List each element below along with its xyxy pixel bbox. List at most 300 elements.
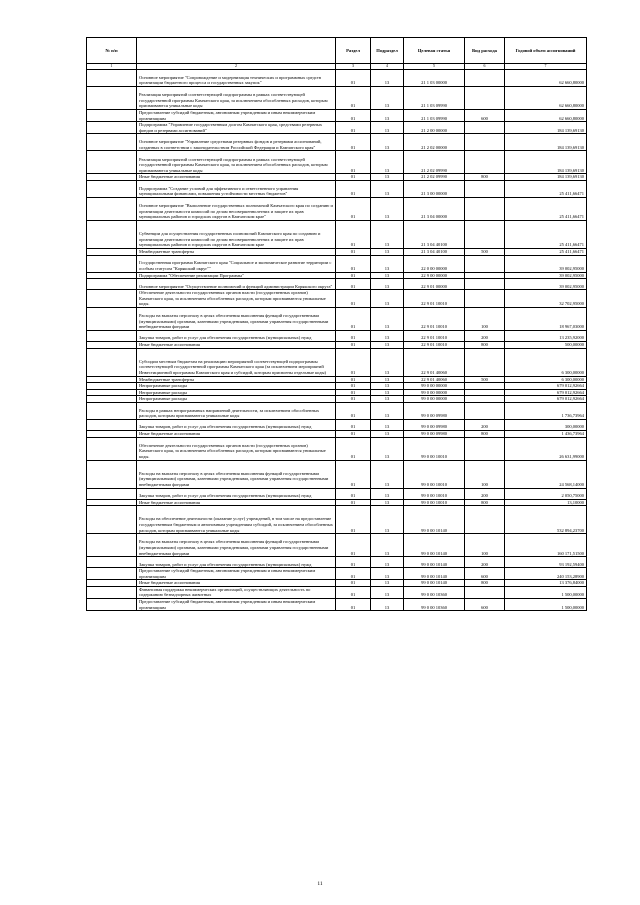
row-target-article: 22 9 01 10010	[404, 330, 465, 341]
row-razdel: 01	[336, 506, 371, 534]
row-podrazdel: 13	[371, 134, 404, 151]
row-num	[87, 290, 137, 308]
row-target-article: 99 0 00 00000	[404, 396, 465, 403]
table-row	[87, 70, 587, 87]
row-num	[87, 396, 137, 403]
row-razdel: 01	[336, 580, 371, 587]
row-podrazdel: 13	[371, 389, 404, 396]
table-row	[87, 290, 587, 308]
table-row	[87, 348, 587, 376]
row-name: Иные бюджетные ассигнования	[137, 580, 336, 587]
row-razdel: 01	[336, 488, 371, 499]
row-razdel: 01	[336, 151, 371, 174]
row-name: Расходы в рамках непрограммных направлений деятельности, за исключением обособленных расходов, которым присваиваются уникальные коды	[137, 402, 336, 419]
row-name: Подпрограмма "Управление государственным долгом Камчатского края, средствами резервных фондов и резервами ассигнований"	[137, 122, 336, 134]
row-razdel: 01	[336, 430, 371, 437]
row-amount: 184 139,69130	[505, 151, 587, 174]
row-expense-type: 200	[465, 330, 505, 341]
row-podrazdel: 13	[371, 506, 404, 534]
header-expense-type: Вид расхода	[465, 38, 505, 64]
row-num	[87, 557, 137, 568]
column-index: 3	[336, 64, 371, 70]
row-name: Субсидии местным бюджетам на реализацию мероприятий соответствующей подпрограммы соответствующей государственной программы Камчатского края (за исключением мероприятий Инвестиционной программы Камчатского края и субсидий, которым присвоены отдельные коды)	[137, 348, 336, 376]
row-target-article: 22 9 01 00000	[404, 279, 465, 290]
row-podrazdel: 13	[371, 197, 404, 220]
row-target-article: 99 0 00 10010	[404, 488, 465, 499]
row-target-article: 21 2 02 00000	[404, 134, 465, 151]
row-name: Государственная программа Камчатского края "Социальное и экономическое развитие территории с особым статусом "Корякский округ""	[137, 255, 336, 272]
row-razdel: 01	[336, 599, 371, 611]
row-razdel: 01	[336, 568, 371, 580]
row-amount: 13,10000	[505, 499, 587, 506]
table-row	[87, 568, 587, 580]
table-row	[87, 580, 587, 587]
row-podrazdel: 13	[371, 110, 404, 122]
row-amount: 500,00000	[505, 341, 587, 348]
row-expense-type: 100	[465, 460, 505, 488]
row-num	[87, 376, 137, 383]
row-target-article: 22 9 00 00000	[404, 272, 465, 279]
row-expense-type	[465, 197, 505, 220]
table-row	[87, 330, 587, 341]
row-target-article: 99 0 00 10140	[404, 534, 465, 557]
table-row	[87, 488, 587, 499]
row-name: Непрограммные расходы	[137, 389, 336, 396]
table-row	[87, 419, 587, 430]
row-num	[87, 506, 137, 534]
row-target-article: 21 3 04 40100	[404, 248, 465, 255]
row-amount: 13 235,92000	[505, 330, 587, 341]
row-expense-type	[465, 255, 505, 272]
row-razdel: 01	[336, 376, 371, 383]
row-expense-type: 200	[465, 557, 505, 568]
row-target-article: 22 9 01 10010	[404, 307, 465, 330]
row-razdel: 01	[336, 499, 371, 506]
row-target-article: 22 9 01 10010	[404, 341, 465, 348]
row-target-article: 99 0 00 09980	[404, 430, 465, 437]
row-target-article: 21 3 00 00000	[404, 180, 465, 197]
row-expense-type: 200	[465, 488, 505, 499]
table-row	[87, 586, 587, 598]
row-podrazdel: 13	[371, 220, 404, 248]
row-amount: 25 411,66471	[505, 197, 587, 220]
table-row	[87, 180, 587, 197]
row-amount: 679 012,92664	[505, 383, 587, 390]
row-num	[87, 499, 137, 506]
row-podrazdel: 13	[371, 272, 404, 279]
row-amount: 1 736,73964	[505, 402, 587, 419]
column-index: 5	[404, 64, 465, 70]
row-podrazdel: 13	[371, 180, 404, 197]
row-num	[87, 255, 137, 272]
row-expense-type	[465, 506, 505, 534]
row-num	[87, 383, 137, 390]
row-expense-type	[465, 220, 505, 248]
row-target-article: 99 0 00 10010	[404, 460, 465, 488]
row-target-article: 99 0 00 09980	[404, 419, 465, 430]
row-amount: 25 411,66471	[505, 180, 587, 197]
row-num	[87, 330, 137, 341]
row-name: Основное мероприятие "Сопровождение и модернизация технических и программных средств организации бюджетного процесса и государственных закупок"	[137, 70, 336, 87]
row-target-article: 22 9 01 40060	[404, 348, 465, 376]
table-row	[87, 430, 587, 437]
row-expense-type	[465, 279, 505, 290]
row-name: Непрограммные расходы	[137, 383, 336, 390]
row-razdel: 01	[336, 70, 371, 87]
row-expense-type: 600	[465, 110, 505, 122]
row-target-article: 99 0 00 10140	[404, 506, 465, 534]
row-amount: 300,00000	[505, 419, 587, 430]
row-podrazdel: 13	[371, 87, 404, 110]
row-expense-type	[465, 586, 505, 598]
row-target-article: 21 2 02 09990	[404, 151, 465, 174]
row-expense-type	[465, 437, 505, 460]
row-name: Межбюджетные трансферты	[137, 248, 336, 255]
table-row	[87, 599, 587, 611]
row-expense-type	[465, 134, 505, 151]
row-razdel: 01	[336, 437, 371, 460]
row-name: Подпрограмма "Создание условий для эффективного и ответственного управления муниципальными финансами, повышения устойчивости местных бюджетов"	[137, 180, 336, 197]
row-name: Расходы на выплаты персоналу в целях обеспечения выполнения функций государственными (муниципальными) органами, казенными учреждениями, органами управления государственными внебюджетными фондами	[137, 307, 336, 330]
row-razdel: 01	[336, 330, 371, 341]
row-name: Финансовая поддержка некоммерческих организаций, осуществляющих деятельность по содержанию безнадзорных животных	[137, 586, 336, 598]
table-row	[87, 197, 587, 220]
row-podrazdel: 13	[371, 419, 404, 430]
row-name: Субвенции для осуществления государственных полномочий Камчатского края по созданию и организации деятельности комиссий по делам несовершеннолетних и защите их прав муниципальных районов и городских округов в Камчатском крае	[137, 220, 336, 248]
row-amount: 24 568,14000	[505, 460, 587, 488]
row-podrazdel: 13	[371, 290, 404, 308]
table-row	[87, 376, 587, 383]
row-target-article: 21 3 04 00000	[404, 197, 465, 220]
table-row	[87, 307, 587, 330]
row-name: Иные бюджетные ассигнования	[137, 174, 336, 181]
table-row	[87, 506, 587, 534]
row-num	[87, 174, 137, 181]
row-razdel: 01	[336, 389, 371, 396]
row-name: Предоставление субсидий бюджетным, автономным учреждениям и иным некоммерческим организациям	[137, 110, 336, 122]
row-target-article: 22 9 01 10010	[404, 290, 465, 308]
row-expense-type: 800	[465, 174, 505, 181]
row-razdel: 01	[336, 383, 371, 390]
row-num	[87, 341, 137, 348]
row-amount: 62 660,80000	[505, 110, 587, 122]
row-podrazdel: 13	[371, 174, 404, 181]
row-name: Расходы на выплаты персоналу в целях обеспечения выполнения функций государственными (муниципальными) органами, казенными учреждениями, органами управления государственными внебюджетными фондами	[137, 534, 336, 557]
row-amount: 1 436,73964	[505, 430, 587, 437]
row-amount: 39 002,95000	[505, 255, 587, 272]
row-razdel: 01	[336, 180, 371, 197]
table-row	[87, 383, 587, 390]
table-row	[87, 534, 587, 557]
row-podrazdel: 13	[371, 534, 404, 557]
row-amount: 39 002,95000	[505, 279, 587, 290]
row-podrazdel: 13	[371, 376, 404, 383]
row-num	[87, 534, 137, 557]
row-podrazdel: 13	[371, 430, 404, 437]
row-name: Обеспечение деятельности государственных органов власти (государственных органов) Камчатского края, за исключением обособленных расходов, которым присваиваются уникальные коды.	[137, 437, 336, 460]
table-row	[87, 134, 587, 151]
row-amount: 32 702,95000	[505, 290, 587, 308]
row-name: Подпрограмма "Обеспечение реализации Программы"	[137, 272, 336, 279]
row-expense-type	[465, 396, 505, 403]
row-num	[87, 248, 137, 255]
row-name: Обеспечение деятельности государственных органов власти (государственных органов) Камчатского края, за исключением обособленных расходов, которым присваиваются уникальные коды.	[137, 290, 336, 308]
row-expense-type	[465, 70, 505, 87]
table-row	[87, 499, 587, 506]
row-num	[87, 87, 137, 110]
column-index: 4	[371, 64, 404, 70]
row-num	[87, 430, 137, 437]
row-expense-type	[465, 122, 505, 134]
table-row	[87, 87, 587, 110]
row-razdel: 01	[336, 460, 371, 488]
table-row	[87, 402, 587, 419]
row-num	[87, 460, 137, 488]
row-podrazdel: 13	[371, 586, 404, 598]
row-podrazdel: 13	[371, 330, 404, 341]
table-row	[87, 110, 587, 122]
row-num	[87, 307, 137, 330]
row-expense-type	[465, 383, 505, 390]
row-podrazdel: 13	[371, 255, 404, 272]
row-amount: 1 500,00000	[505, 586, 587, 598]
row-target-article: 99 0 00 10360	[404, 599, 465, 611]
row-target-article: 99 0 00 00000	[404, 383, 465, 390]
row-num	[87, 272, 137, 279]
row-target-article: 99 0 00 10010	[404, 437, 465, 460]
row-razdel: 01	[336, 290, 371, 308]
row-name: Закупка товаров, работ и услуг для обеспечения государственных (муниципальных) нужд	[137, 419, 336, 430]
row-podrazdel: 13	[371, 70, 404, 87]
row-num	[87, 70, 137, 87]
row-expense-type	[465, 180, 505, 197]
row-target-article: 99 0 00 10010	[404, 499, 465, 506]
row-razdel: 01	[336, 419, 371, 430]
row-name: Предоставление субсидий бюджетным, автономным учреждениям и иным некоммерческим организациям	[137, 568, 336, 580]
header-row	[87, 38, 587, 64]
table-row	[87, 255, 587, 272]
row-target-article: 21 2 00 00000	[404, 122, 465, 134]
row-num	[87, 348, 137, 376]
row-razdel: 01	[336, 134, 371, 151]
row-num	[87, 586, 137, 598]
row-num	[87, 180, 137, 197]
table-row	[87, 341, 587, 348]
table-row	[87, 279, 587, 290]
row-amount: 6 300,00000	[505, 376, 587, 383]
row-expense-type	[465, 272, 505, 279]
row-razdel: 01	[336, 279, 371, 290]
table-row	[87, 389, 587, 396]
column-index: 7	[505, 64, 587, 70]
header-razdel: Раздел	[336, 38, 371, 64]
row-expense-type	[465, 348, 505, 376]
column-index: 2	[137, 64, 336, 70]
row-podrazdel: 13	[371, 568, 404, 580]
row-podrazdel: 13	[371, 460, 404, 488]
header-podrazdel: Подраздел	[371, 38, 404, 64]
row-podrazdel: 13	[371, 122, 404, 134]
row-razdel: 01	[336, 272, 371, 279]
row-num	[87, 151, 137, 174]
table-row	[87, 248, 587, 255]
row-razdel: 01	[336, 534, 371, 557]
table-row	[87, 122, 587, 134]
row-target-article: 21 3 04 40100	[404, 220, 465, 248]
row-podrazdel: 13	[371, 248, 404, 255]
row-name: Иные бюджетные ассигнования	[137, 430, 336, 437]
row-target-article: 22 9 01 40060	[404, 376, 465, 383]
row-num	[87, 220, 137, 248]
header-name	[137, 38, 336, 64]
table-body	[87, 70, 587, 611]
row-expense-type: 800	[465, 580, 505, 587]
row-expense-type: 500	[465, 248, 505, 255]
row-target-article: 21 1 03 09990	[404, 87, 465, 110]
row-target-article: 21 1 03 00000	[404, 70, 465, 87]
row-name: Закупка товаров, работ и услуг для обеспечения государственных (муниципальных) нужд	[137, 557, 336, 568]
row-expense-type: 100	[465, 534, 505, 557]
row-target-article: 99 0 00 10140	[404, 557, 465, 568]
budget-table	[86, 37, 587, 611]
row-num	[87, 110, 137, 122]
row-name: Основное мероприятие "Выполнение государственных полномочий Камчатского края по созданию и организации деятельности комиссий по делам несовершеннолетних и защите их прав муниципальных районов и городских округов в Камчатском крае"	[137, 197, 336, 220]
row-name: Основное мероприятие "Управление средствами резервных фондов и резервами ассигнований, созданных в соответствии с законодательством Российской Федерации и Камчатского края"	[137, 134, 336, 151]
table-row	[87, 460, 587, 488]
row-amount: 26 631,99000	[505, 437, 587, 460]
row-expense-type	[465, 151, 505, 174]
row-amount: 679 012,92664	[505, 389, 587, 396]
row-expense-type	[465, 389, 505, 396]
row-expense-type: 800	[465, 499, 505, 506]
row-amount: 2 050,75000	[505, 488, 587, 499]
table-row	[87, 220, 587, 248]
row-name: Непрограммные расходы	[137, 396, 336, 403]
row-amount: 93 192,59400	[505, 557, 587, 568]
row-name: Основное мероприятие "Осуществление полномочий и функций администрации Корякского округа"	[137, 279, 336, 290]
row-expense-type: 600	[465, 599, 505, 611]
row-name: Иные бюджетные ассигнования	[137, 341, 336, 348]
row-amount: 25 411,66471	[505, 220, 587, 248]
row-razdel: 01	[336, 110, 371, 122]
row-num	[87, 197, 137, 220]
row-num	[87, 580, 137, 587]
row-razdel: 01	[336, 255, 371, 272]
column-index: 6	[465, 64, 505, 70]
table-row	[87, 272, 587, 279]
page-number: 11	[317, 881, 323, 887]
row-amount: 679 012,92664	[505, 396, 587, 403]
row-name: Закупка товаров, работ и услуг для обеспечения государственных (муниципальных) нужд	[137, 330, 336, 341]
row-amount: 6 300,00000	[505, 348, 587, 376]
row-amount: 13 376,84000	[505, 580, 587, 587]
row-expense-type: 100	[465, 307, 505, 330]
row-amount: 184 139,69130	[505, 134, 587, 151]
row-podrazdel: 13	[371, 396, 404, 403]
row-razdel: 01	[336, 586, 371, 598]
row-target-article: 99 0 00 10140	[404, 568, 465, 580]
row-num	[87, 122, 137, 134]
row-target-article: 21 1 03 09990	[404, 110, 465, 122]
row-target-article: 21 2 02 09990	[404, 174, 465, 181]
row-podrazdel: 13	[371, 437, 404, 460]
row-name: Реализация мероприятий соответствующей подпрограммы в рамках соответствующей государственной программы Камчатского края, за исключением обособленных расходов, которым присваиваются уникальные коды	[137, 151, 336, 174]
row-name: Расходы на обеспечение деятельности (оказание услуг) учреждений, в том числе на предоставление государственным бюджетным и автономным учреждениям субсидий, за исключением обособленных расходов, которым присваиваются уникальные коды	[137, 506, 336, 534]
row-razdel: 01	[336, 248, 371, 255]
row-name: Межбюджетные трансферты	[137, 376, 336, 383]
row-num	[87, 568, 137, 580]
row-num	[87, 402, 137, 419]
row-expense-type: 200	[465, 419, 505, 430]
row-podrazdel: 13	[371, 488, 404, 499]
row-expense-type: 800	[465, 341, 505, 348]
row-podrazdel: 13	[371, 348, 404, 376]
row-razdel: 01	[336, 557, 371, 568]
row-expense-type: 600	[465, 568, 505, 580]
row-amount: 1 500,00000	[505, 599, 587, 611]
row-razdel: 01	[336, 122, 371, 134]
row-num	[87, 599, 137, 611]
row-amount: 240 153,28900	[505, 568, 587, 580]
row-expense-type	[465, 402, 505, 419]
row-target-article: 99 0 00 00000	[404, 389, 465, 396]
row-podrazdel: 13	[371, 151, 404, 174]
row-expense-type: 500	[465, 376, 505, 383]
header-num: № п/п	[87, 38, 137, 64]
row-podrazdel: 13	[371, 341, 404, 348]
header-annual-amount: Годовой объем ассигнований	[505, 38, 587, 64]
row-podrazdel: 13	[371, 599, 404, 611]
row-razdel: 01	[336, 341, 371, 348]
row-num	[87, 279, 137, 290]
row-amount: 184 139,69130	[505, 174, 587, 181]
row-razdel: 01	[336, 220, 371, 248]
table-row	[87, 437, 587, 460]
row-num	[87, 134, 137, 151]
row-amount: 532 894,23700	[505, 506, 587, 534]
table-row	[87, 396, 587, 403]
row-target-article: 22 0 00 00000	[404, 255, 465, 272]
row-razdel: 01	[336, 87, 371, 110]
row-target-article: 99 0 00 10140	[404, 580, 465, 587]
row-podrazdel: 13	[371, 383, 404, 390]
table-row	[87, 174, 587, 181]
row-num	[87, 419, 137, 430]
header-target-article: Целевая статья	[404, 38, 465, 64]
row-podrazdel: 13	[371, 307, 404, 330]
row-amount: 62 660,80000	[505, 70, 587, 87]
row-name: Закупка товаров, работ и услуг для обеспечения государственных (муниципальных) нужд	[137, 488, 336, 499]
row-amount: 160 171,51500	[505, 534, 587, 557]
row-expense-type	[465, 290, 505, 308]
table-row	[87, 151, 587, 174]
row-name: Иные бюджетные ассигнования	[137, 499, 336, 506]
row-razdel: 01	[336, 197, 371, 220]
row-razdel: 01	[336, 174, 371, 181]
row-amount: 25 411,66471	[505, 248, 587, 255]
row-name: Предоставление субсидий бюджетным, автономным учреждениям и иным некоммерческим организациям	[137, 599, 336, 611]
row-amount: 184 139,69130	[505, 122, 587, 134]
row-num	[87, 389, 137, 396]
row-razdel: 01	[336, 396, 371, 403]
row-podrazdel: 13	[371, 279, 404, 290]
row-podrazdel: 13	[371, 402, 404, 419]
row-razdel: 01	[336, 402, 371, 419]
column-index: 1	[87, 64, 137, 70]
row-amount: 39 002,95000	[505, 272, 587, 279]
row-amount: 18 967,03000	[505, 307, 587, 330]
row-podrazdel: 13	[371, 580, 404, 587]
